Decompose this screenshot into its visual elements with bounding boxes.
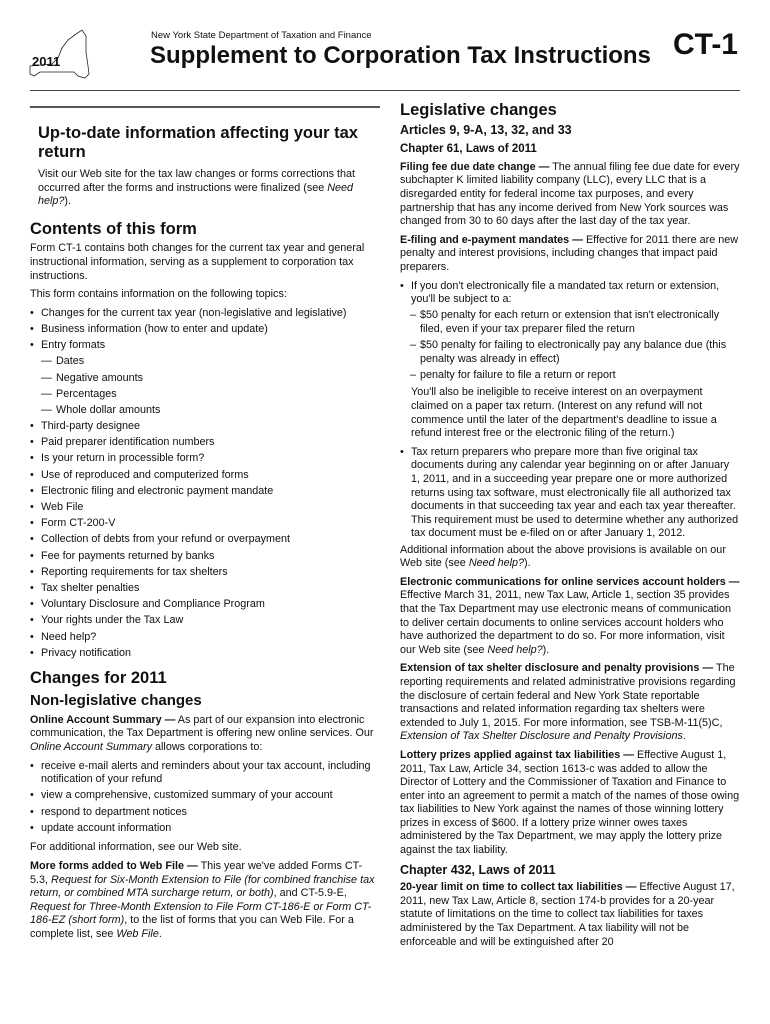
right-column xyxy=(400,100,740,954)
additional-info-paragraph: Additional information about the above provisions is available on our Web site (see Need help?). xyxy=(400,543,726,570)
e-filing-list xyxy=(400,280,740,383)
form-number: CT-1 xyxy=(672,28,738,61)
list-item: • Use of reproduced and computerized forms xyxy=(30,469,380,483)
contents-title: Contents of this form xyxy=(30,219,197,238)
list-item: • Need help? xyxy=(30,631,380,645)
page-header xyxy=(0,0,770,90)
list-item: • Third-party designee xyxy=(30,420,380,434)
legislative-title: Legislative changes xyxy=(400,101,557,119)
list-item: • Web File xyxy=(30,501,380,515)
twenty-year-limit-paragraph: 20-year limit on time to collect tax liabilities — Effective August 17, 2011, new Tax Law, Article 8, section 174-b provides for a 20-year statute of limitations on the time to collect tax liabilities for taxes administered by the Tax Department. A tax liability will not be enforceable and will be extinguished after 20 xyxy=(400,881,735,948)
list-item: • update account information xyxy=(30,822,380,836)
list-subitem: — Negative amounts xyxy=(30,372,380,386)
topics-list xyxy=(30,307,380,661)
chapter-432-heading: Chapter 432, Laws of 2011 xyxy=(400,862,556,877)
list-item: • Form CT-200-V xyxy=(30,517,380,531)
list-item: • Collection of debts from your refund or overpayment xyxy=(30,533,380,547)
chapter-61-heading: Chapter 61, Laws of 2011 xyxy=(400,143,537,156)
need-help-link: Need help? xyxy=(38,181,354,208)
page-title: Supplement to Corporation Tax Instructions xyxy=(150,42,651,69)
list-item: • Is your return in processible form? xyxy=(30,452,380,466)
list-subitem: – penalty for failure to file a return or report xyxy=(400,369,740,383)
list-subitem: – $50 penalty for each return or extension that isn't electronically filed, even if your tax preparer filed the return xyxy=(400,309,740,336)
list-item: • Reporting requirements for tax shelters xyxy=(30,566,380,580)
list-item: • Electronic filing and electronic payment mandate xyxy=(30,485,380,499)
list-item: • Changes for the current tax year (non-legislative and legislative) xyxy=(30,307,380,321)
online-account-summary-paragraph: Online Account Summary — As part of our expansion into electronic communication, the Tax Department is offering new online services. Our Online Account Summary allows corporations to: xyxy=(30,713,374,754)
contents-intro: Form CT-1 contains both changes for the current tax year and general instructional information, serving as a supplement to corporation tax instructions. xyxy=(30,242,365,282)
update-info-title: Up-to-date information affecting your tax return xyxy=(38,124,358,161)
list-item: • Voluntary Disclosure and Compliance Program xyxy=(30,598,380,612)
agency-name: New York State Department of Taxation and Finance xyxy=(151,30,372,41)
list-item: • Fee for payments returned by banks xyxy=(30,550,380,564)
list-item: • Tax shelter penalties xyxy=(30,582,380,596)
list-item: • Business information (how to enter and update) xyxy=(30,323,380,337)
more-forms-web-file-paragraph: More forms added to Web File — This year we've added Forms CT-5.3, Request for Six-Month Extension to File (for combined franchise tax return, or combined MTA surcharge return, or both), and CT-5.9-E, Request for Three-Month Extension to File Form CT-186-E or Form CT-186-EZ (short form), to the list of forms that you can Web File. For a complete list, see Web File. xyxy=(30,860,375,940)
articles-heading: Articles 9, 9-A, 13, 32, and 33 xyxy=(400,122,572,137)
list-item: • receive e-mail alerts and reminders about your tax account, including notification of your refund xyxy=(30,760,380,787)
list-item: • Entry formats xyxy=(30,339,380,353)
list-item: • Tax return preparers who prepare more than five original tax documents during any calendar year beginning on or after January 1, 2011, and in a succeeding year prepare one or more authorized returns using tax software, must electronically file all authorized tax documents in that succeeding tax year and each tax year thereafter. This requirement must be used to determine whether any authorized tax document must be e-filed on or after January 1, 2012. xyxy=(400,446,740,541)
ineligible-interest-text: You'll also be ineligible to receive interest on an overpayment claimed on a paper tax return. (Interest on any refund will not commence until the later of the department's deadline to issue a refund interest free or the electronic filing of the return.) xyxy=(411,386,717,440)
e-filing-paragraph: E-filing and e-payment mandates — Effective for 2011 there are new penalty and interest provisions, including changes that impact paid preparers. xyxy=(400,233,739,273)
list-item: • Privacy notification xyxy=(30,647,380,661)
list-item: • Paid preparer identification numbers xyxy=(30,436,380,450)
lottery-prizes-paragraph: Lottery prizes applied against tax liabilities — Effective August 1, 2011, Tax Law, Article 34, section 1613-c was added to allow the Director of Lottery and the Commissioner of Taxation and Finance to enter into an agreement to permit a match of the names of those owing tax liabilities to New York against the names of those winning lottery prizes in excess of $600. If a lottery prize winner owes taxes administered by the Tax Department, we may apply the lottery prize against the tax liability. xyxy=(400,748,740,857)
additional-info-text: For additional information, see our Web site. xyxy=(30,841,242,854)
list-item: • If you don't electronically file a mandated tax return or extension, you'll be subject to a: xyxy=(400,280,740,307)
filing-fee-paragraph: Filing fee due date change — The annual filing fee due date for every subchapter K limited liability company (LLC), every LLC that is a disregarded entity for federal income tax purposes, and every partnership that has any income derived from New York sources was changed from 30 to 60 days after the last day of the tax year. xyxy=(400,160,740,228)
header-divider xyxy=(30,90,740,91)
list-subitem: — Percentages xyxy=(30,388,380,402)
list-subitem: – $50 penalty for failing to electronically pay any balance due (this penalty was already in effect) xyxy=(400,339,740,366)
tax-year: 2011 xyxy=(32,54,61,69)
list-item: • respond to department notices xyxy=(30,806,380,820)
list-subitem: — Whole dollar amounts xyxy=(30,404,380,418)
preparer-list xyxy=(400,446,740,541)
non-legislative-title: Non-legislative changes xyxy=(30,691,202,709)
electronic-communications-paragraph: Electronic communications for online services account holders — Effective March 31, 2011, new Tax Law, Article 1, section 35 provides that the Tax Department may use electronic means of communication to deliver certain documents to online services account holders who have authorized the department to do so. For more information, visit our Web site (see Need help?). xyxy=(400,575,740,656)
update-info-box xyxy=(30,106,380,209)
update-info-text: Visit our Web site for the tax law changes or forms corrections that occurred after the forms and instructions were finalized (see Need help?). xyxy=(38,168,356,208)
list-subitem: — Dates xyxy=(30,355,380,369)
list-item: • Your rights under the Tax Law xyxy=(30,614,380,628)
changes-title: Changes for 2011 xyxy=(30,669,167,688)
left-column xyxy=(30,100,380,947)
topics-intro: This form contains information on the following topics: xyxy=(30,288,287,301)
online-account-features xyxy=(30,760,380,836)
list-item: • view a comprehensive, customized summary of your account xyxy=(30,789,380,803)
tax-shelter-paragraph: Extension of tax shelter disclosure and penalty provisions — The reporting requirements and related administrative provisions regarding the disclosure of certain federal and New York State reportable transactions and related information regarding tax shelters were extended to July 1, 2015. For more information, see TSB-M-11(5)C, Extension of Tax Shelter Disclosure and Penalty Provisions. xyxy=(400,662,736,743)
